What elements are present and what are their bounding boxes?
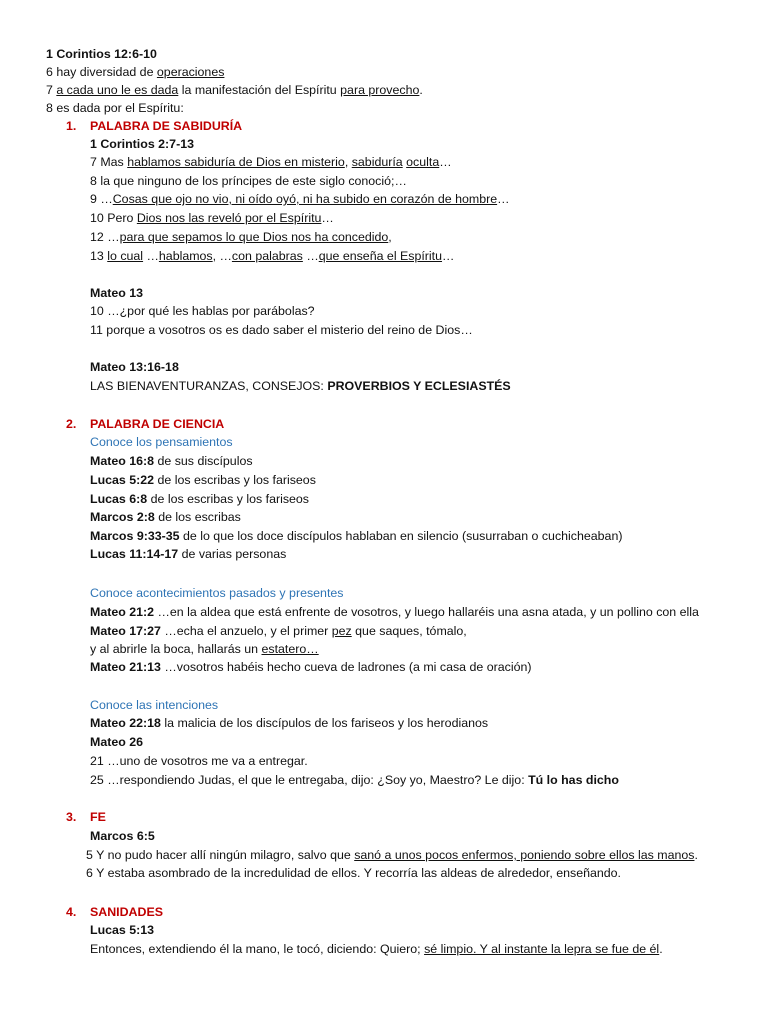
verse-line: y al abrirle la boca, hallarás un estatero… [90,642,319,656]
section-title-sanidades: SANIDADES [90,905,163,919]
verse-reference: Marcos 6:5 [90,829,155,843]
verse-line: 13 lo cual …hablamos, …con palabras …que enseña el Espíritu… [90,249,455,263]
verse-line: Lucas 6:8 de los escribas y los fariseos [90,492,310,506]
section-title-sabiduria: PALABRA DE SABIDURÍA [90,119,243,133]
verse-line: Marcos 9:33-35 de lo que los doce discípulos hablaban en silencio (susurraban o cuchicheaban) [90,529,623,543]
verse-line: 25 …respondiendo Judas, el que le entregaba, dijo: ¿Soy yo, Maestro? Le dijo: Tú lo has dicho [90,773,619,787]
verse-line: Lucas 11:14-17 de varias personas [90,547,287,561]
section-number: 1. [66,119,77,133]
verse-reference: Mateo 13:16-18 [90,360,179,374]
verse-line: 5 Y no pudo hacer allí ningún milagro, salvo que sanó a unos pocos enfermos, poniendo sobre ellos las manos. [86,848,698,862]
verse-reference: Mateo 26 [90,735,144,749]
verse-line: 12 …para que sepamos lo que Dios nos ha concedido, [90,230,392,244]
verse-line: LAS BIENAVENTURANZAS, CONSEJOS: PROVERBIOS Y ECLESIASTÉS [90,379,511,393]
verse-line: Mateo 16:8 de sus discípulos [90,454,253,468]
verse-line: 7 Mas hablamos sabiduría de Dios en misterio, sabiduría oculta… [90,155,452,169]
section-number: 2. [66,417,77,431]
subheading: Conoce las intenciones [90,698,219,712]
verse-line: 10 …¿por qué les hablas por parábolas? [90,304,315,318]
intro-line-8: 8 es dada por el Espíritu: [46,101,184,115]
verse-line: Mateo 21:2 …en la aldea que está enfrente de vosotros, y luego hallaréis una asna atada, y un pollino con ella [90,605,699,619]
verse-line: 11 porque a vosotros os es dado saber el misterio del reino de Dios… [90,323,473,337]
intro-line-7: 7 a cada uno le es dada la manifestación del Espíritu para provecho. [46,83,423,97]
verse-reference: Mateo 13 [90,286,144,300]
verse-line: 8 la que ninguno de los príncipes de este siglo conoció;… [90,174,407,188]
verse-line: Lucas 5:22 de los escribas y los fariseos [90,473,316,487]
section-number: 4. [66,905,77,919]
verse-line: Mateo 21:13 …vosotros habéis hecho cueva de ladrones (a mi casa de oración) [90,660,532,674]
intro-reference: 1 Corintios 12:6-10 [46,47,157,61]
verse-line: 10 Pero Dios nos las reveló por el Espíritu… [90,211,334,225]
subheading: Conoce los pensamientos [90,435,233,449]
verse-line: Mateo 22:18 la malicia de los discípulos de los fariseos y los herodianos [90,716,489,730]
verse-line: 9 …Cosas que ojo no vio, ni oído oyó, ni ha subido en corazón de hombre… [90,192,510,206]
section-title-fe: FE [90,810,106,824]
verse-line: 6 Y estaba asombrado de la incredulidad de ellos. Y recorría las aldeas de alrededor, enseñando. [86,866,622,880]
section-title-ciencia: PALABRA DE CIENCIA [90,417,225,431]
verse-line: Marcos 2:8 de los escribas [90,510,241,524]
verse-reference: 1 Corintios 2:7-13 [90,137,194,151]
verse-line: Mateo 17:27 …echa el anzuelo, y el primer pez que saques, tómalo, [90,624,467,638]
intro-line-6: 6 hay diversidad de operaciones [46,65,225,79]
verse-line: 21 …uno de vosotros me va a entregar. [90,754,308,768]
verse-reference: Lucas 5:13 [90,923,155,937]
subheading: Conoce acontecimientos pasados y presentes [90,586,344,600]
verse-line: Entonces, extendiendo él la mano, le tocó, diciendo: Quiero; sé limpio. Y al instante la lepra se fue de él. [90,942,663,956]
section-number: 3. [66,810,77,824]
